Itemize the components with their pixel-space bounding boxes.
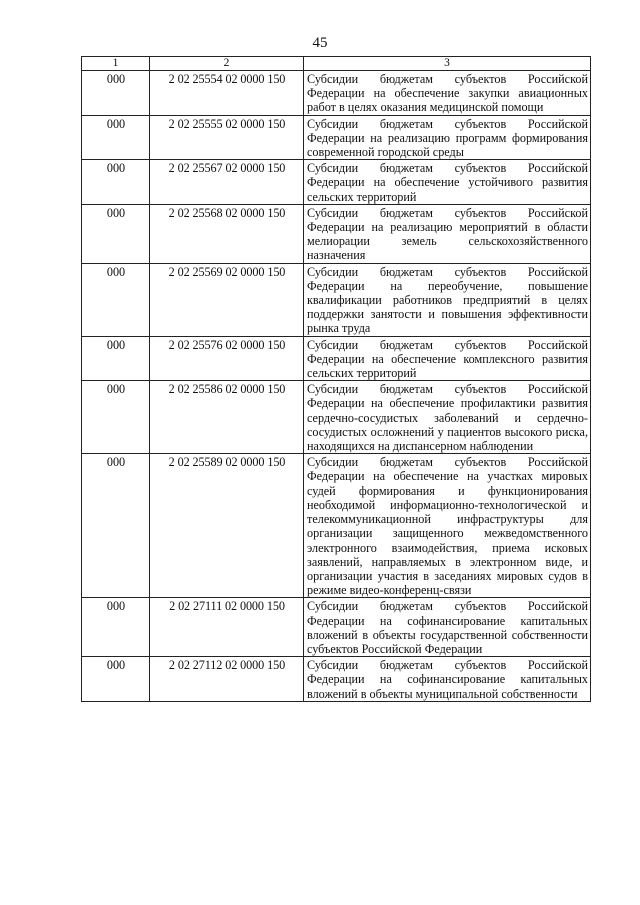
admin-code-cell: 000 [82,160,150,205]
table-body [82,57,591,702]
admin-code-cell: 000 [82,115,150,160]
revenue-name-cell: Субсидии бюджетам субъектов Российской Федерации на обеспечение закупки авиационных работ в целях оказания медицинской помощи [304,71,591,116]
budget-code-cell: 2 02 25555 02 0000 150 [150,115,304,160]
page-number: 45 [312,35,328,51]
revenue-name-cell: Субсидии бюджетам субъектов Российской Федерации на софинансирование капитальных вложений в объекты государственной собственности субъектов Российской Федерации [304,598,591,657]
table-row [82,598,591,657]
budget-code-cell: 2 02 25576 02 0000 150 [150,336,304,381]
table-row [82,657,591,702]
budget-code-cell: 2 02 25586 02 0000 150 [150,381,304,454]
budget-code-cell: 2 02 25569 02 0000 150 [150,263,304,336]
revenue-name-cell: Субсидии бюджетам субъектов Российской Федерации на реализацию мероприятий в области мелиорации земель сельскохозяйственного назначения [304,204,591,263]
admin-code-cell: 000 [82,454,150,598]
budget-code-cell: 2 02 25567 02 0000 150 [150,160,304,205]
revenue-name-cell: Субсидии бюджетам субъектов Российской Федерации на обеспечение устойчивого развития сельских территорий [304,160,591,205]
table-row [82,263,591,336]
budget-classification-table [81,56,591,702]
revenue-name-cell: Субсидии бюджетам субъектов Российской Федерации на обеспечение на участках мировых судей формирования и функционирования необходимой информационно-технологической и телекоммуникационной инфраструктуры для организации защищенного межведомственного электронного взаимодействия, приема исковых заявлений, направляемых в электронном виде, и организации участия в заседаниях мировых судов в режиме видео-конференц-связи [304,454,591,598]
table-row [82,71,591,116]
column-header-2: 2 [150,57,304,71]
admin-code-cell: 000 [82,263,150,336]
revenue-name-cell: Субсидии бюджетам субъектов Российской Федерации на реализацию программ формирования современной городской среды [304,115,591,160]
revenue-name-cell: Субсидии бюджетам субъектов Российской Федерации на обеспечение профилактики развития сердечно-сосудистых заболеваний и сердечно-сосудистых осложнений у пациентов высокого риска, находящихся на диспансерном наблюдении [304,381,591,454]
table-row [82,115,591,160]
table-row [82,381,591,454]
column-header-1: 1 [82,57,150,71]
admin-code-cell: 000 [82,381,150,454]
budget-code-cell: 2 02 27112 02 0000 150 [150,657,304,702]
revenue-name-cell: Субсидии бюджетам субъектов Российской Федерации на обеспечение комплексного развития сельских территорий [304,336,591,381]
budget-code-cell: 2 02 25589 02 0000 150 [150,454,304,598]
table-row [82,160,591,205]
budget-code-cell: 2 02 27111 02 0000 150 [150,598,304,657]
admin-code-cell: 000 [82,598,150,657]
table-header-row [82,57,591,71]
revenue-name-cell: Субсидии бюджетам субъектов Российской Федерации на переобучение, повышение квалификации работников предприятий в целях поддержки занятости и повышения эффективности рынка труда [304,263,591,336]
table-row [82,454,591,598]
budget-code-cell: 2 02 25554 02 0000 150 [150,71,304,116]
column-header-3: 3 [304,57,591,71]
table-row [82,336,591,381]
admin-code-cell: 000 [82,336,150,381]
table-row [82,204,591,263]
budget-code-cell: 2 02 25568 02 0000 150 [150,204,304,263]
admin-code-cell: 000 [82,71,150,116]
admin-code-cell: 000 [82,204,150,263]
admin-code-cell: 000 [82,657,150,702]
revenue-name-cell: Субсидии бюджетам субъектов Российской Федерации на софинансирование капитальных вложений в объекты муниципальной собственности [304,657,591,702]
